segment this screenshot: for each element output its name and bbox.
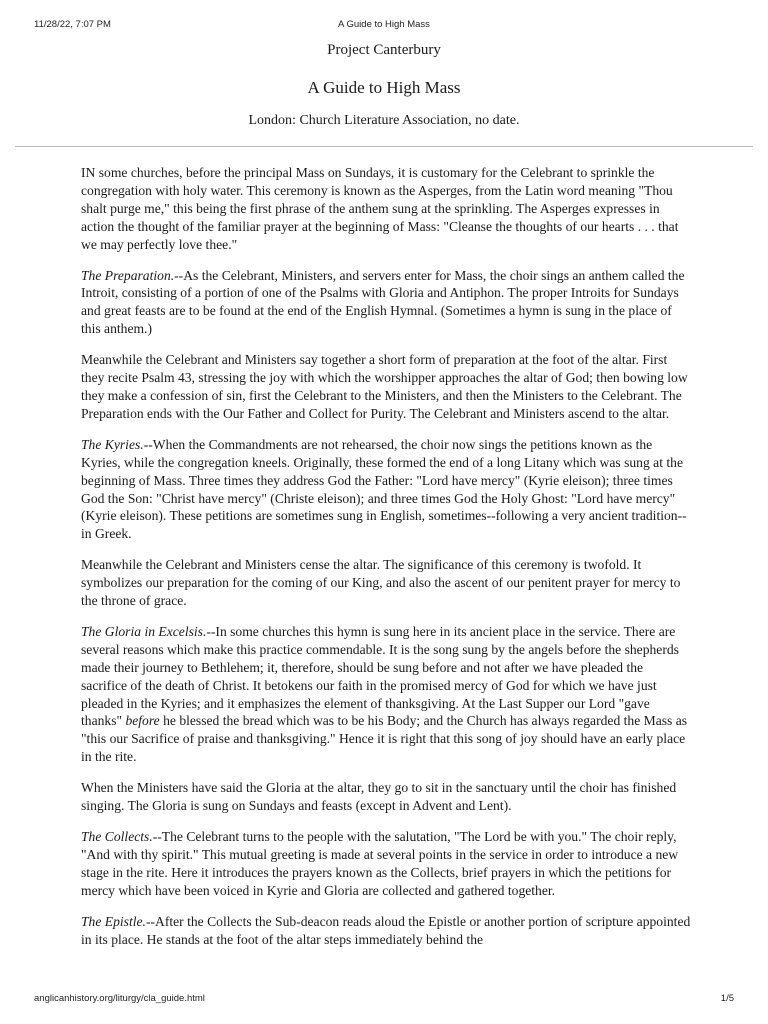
paragraph-censing: Meanwhile the Celebrant and Ministers cense the altar. The significance of this ceremony is twofold. It symbolizes our preparation for the coming of our King, and also the ascent of our penitent prayer for mercy to the throne of grace. <box>81 557 681 609</box>
site-name: Project Canterbury <box>327 42 441 58</box>
horizontal-divider <box>15 146 753 147</box>
section-heading-preparation: The Preparation. <box>81 267 175 283</box>
paragraph-kyries: The Kyries.--When the Commandments are not rehearsed, the choir now sings the petitions known as the Kyries, while the congregation kneels. Originally, these formed the end of a long Litany which was sung at the beginning of Mass. Three times they address God the Father: "Lord have mercy" (Kyrie eleison); three times God the Son: "Christ have mercy" (Christe eleison); and three times God the Holy Ghost: "Lord have mercy" (Kyrie eleison). These petitions are sometimes sung in English, sometimes--following a very ancient tradition-- in Greek. <box>81 436 687 542</box>
paragraph-gloria: The Gloria in Excelsis.--In some churches this hymn is sung here in its ancient place in the service. There are several reasons which make this practice commendable. It is the song sung by the angels before the shepherds made their journey to Bethlehem; it, therefore, should be sung before and not after we have pleaded the sacrifice of the death of Christ. It betokens our faith in the promised mercy of God for which we have just pleaded in the Kyries; and it emphasizes the element of thanksgiving. At the Last Supper our Lord "gave thanks" before he blessed the bread which was to be his Body; and the Church has always regarded the Mass as "this our Sacrifice of praise and thanksgiving." Hence it is right that this song of joy should have an early place in the rite. <box>81 623 688 765</box>
paragraph-preparation-altar: Meanwhile the Celebrant and Ministers say together a short form of preparation at the foot of the altar. First they recite Psalm 43, stressing the joy with which the worshipper approaches the altar of God; then bowing low they make a confession of sin, first the Celebrant to the Ministers, and then the Ministers to the Celebrant. The Preparation ends with the Our Father and Collect for Purity. The Celebrant and Ministers ascend to the altar. <box>81 352 688 421</box>
section-heading-collects: The Collects. <box>81 829 153 844</box>
paragraph-epistle: The Epistle.--After the Collects the Sub-deacon reads aloud the Epistle or another portion of scripture appointed in its place. He stands at the foot of the altar steps immediately behind the <box>81 913 691 947</box>
print-datetime: 11/28/22, 7:07 PM <box>34 19 111 30</box>
paragraph-gloria-ministers: When the Ministers have said the Gloria at the altar, they go to sit in the sanctuary until the choir has finished singing. The Gloria is sung on Sundays and feasts (except in Advent and Lent). <box>81 780 677 814</box>
emphasis-before: before <box>125 713 160 729</box>
section-heading-epistle: The Epistle. <box>81 913 146 929</box>
paragraph-asperges: IN some churches, before the principal Mass on Sundays, it is customary for the Celebrant to sprinkle the congregation with holy water. This ceremony is known as the Asperges, from the Latin word meaning "Thou shalt purge me," this being the first phrase of the anthem sung at the sprinkling. The Asperges expresses in action the thought of the familiar prayer at the beginning of Mass: "Cleanse the thoughts of our hearts . . . that we may perfectly love thee." <box>81 165 679 252</box>
paragraph-preparation: The Preparation.--As the Celebrant, Ministers, and servers enter for Mass, the choir sings an anthem called the Introit, consisting of a portion of one of the Psalms with Gloria and Antiphon. The proper Introits for Sundays and great feasts are to be found at the end of the English Hymnal. (Sometimes a hymn is sung in the place of this anthem.) <box>81 267 685 337</box>
section-heading-gloria: The Gloria in Excelsis. <box>81 623 207 639</box>
publication-info: London: Church Literature Association, no date. <box>248 113 520 128</box>
page-title: A Guide to High Mass <box>307 78 461 97</box>
print-doc-title: A Guide to High Mass <box>338 19 430 30</box>
article-body <box>81 164 691 984</box>
page-number: 1/5 <box>720 993 734 1004</box>
section-heading-kyries: The Kyries. <box>81 436 144 452</box>
paragraph-collects: The Collects.--The Celebrant turns to the people with the salutation, "The Lord be with you." The choir reply, "And with thy spirit." This mutual greeting is made at several points in the service in order to introduce a new stage in the rite. Here it introduces the prayers known as the Collects, brief prayers in which the petitions for mercy which have been voiced in Kyrie and Gloria are collected and gathered together. <box>81 829 679 898</box>
page-url: anglicanhistory.org/liturgy/cla_guide.html <box>34 993 205 1004</box>
